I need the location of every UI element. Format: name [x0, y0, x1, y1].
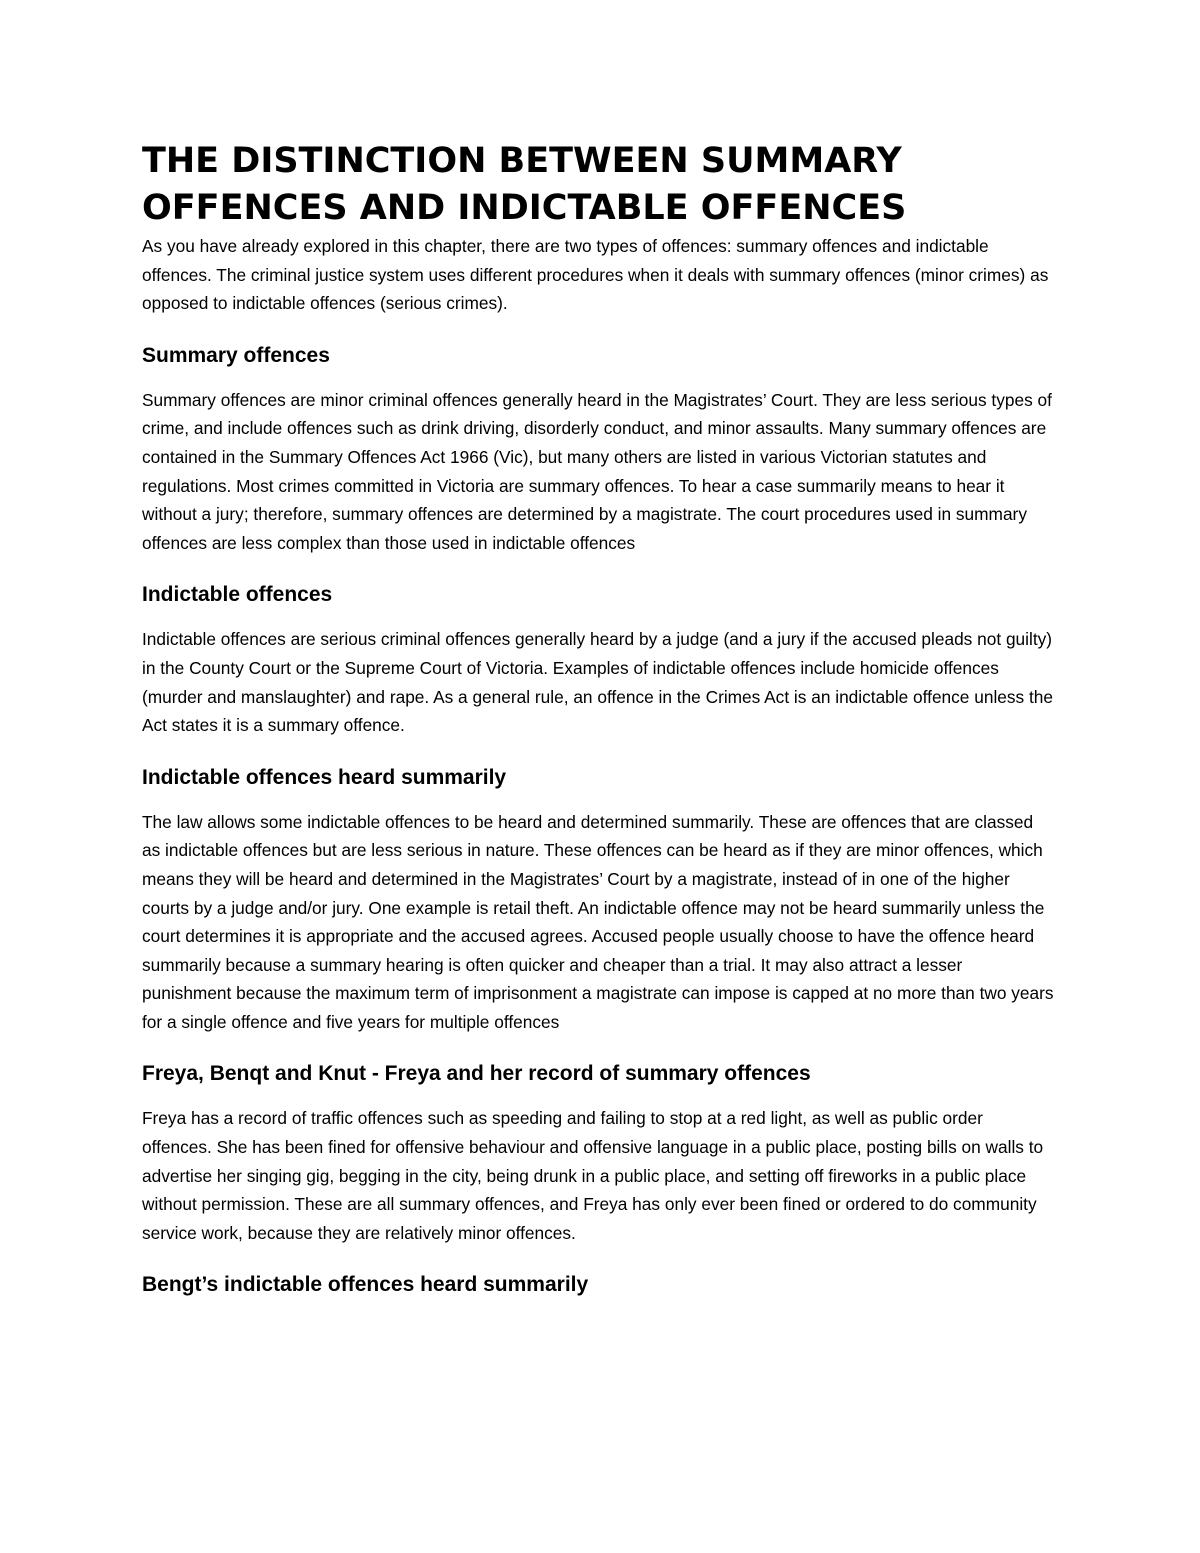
section-paragraph: Freya has a record of traffic offences such as speeding and failing to stop at a red light, as well as public order offences. She has been fined for offensive behaviour and offensive language in a public place, posting bills on walls to advertise her singing gig, begging in the city, being drunk in a public place, and setting off fireworks in a public place without permission. These are all summary offences, and Freya has only ever been fined or ordered to do community service work, because they are relatively minor offences. [142, 1108, 1044, 1243]
section-bengt-indictable [142, 1271, 1054, 1299]
section-indictable-heard-summarily [142, 764, 1054, 1037]
section-summary-offences [142, 342, 1054, 558]
section-heading: Indictable offences heard summarily [142, 765, 507, 789]
section-heading: Freya, Benqt and Knut - Freya and her record of summary offences [142, 1062, 811, 1086]
intro-paragraph: As you have already explored in this chapter, there are two types of offences: summary offences and indictable offences. The criminal justice system uses different procedures when it deals with summary offences (minor crimes) as opposed to indictable offences (serious crimes). [142, 236, 1049, 314]
section-paragraph: Indictable offences are serious criminal offences generally heard by a judge (and a jury if the accused pleads not guilty) in the County Court or the Supreme Court of Victoria. Examples of indictable offences include homicide offences (murder and manslaughter) and rape. As a general rule, an offence in the Crimes Act is an indictable offence unless the Act states it is a summary offence. [142, 629, 1054, 736]
section-paragraph: The law allows some indictable offences to be heard and determined summarily. These are offences that are classed as indictable offences but are less serious in nature. These offences can be heard as if they are minor offences, which means they will be heard and determined in the Magistrates’ Court by a magistrate, instead of in one of the higher courts by a judge and/or jury. One example is retail theft. An indictable offence may not be heard summarily unless the court determines it is appropriate and the accused agrees. Accused people usually choose to have the offence heard summarily because a summary hearing is often quicker and cheaper than a trial. It may also attract a lesser punishment because the maximum term of imprisonment a magistrate can impose is capped at no more than two years for a single offence and five years for multiple offences [142, 811, 1054, 1032]
section-heading: Bengt’s indictable offences heard summarily [142, 1273, 589, 1297]
section-indictable-offences [142, 581, 1054, 739]
section-heading: Indictable offences [142, 583, 333, 607]
document-content [142, 138, 1054, 1299]
section-freya-record [142, 1060, 1054, 1247]
section-heading: Summary offences [142, 343, 330, 367]
section-paragraph: Summary offences are minor criminal offences generally heard in the Magistrates’ Court. They are less serious types of crime, and include offences such as drink driving, disorderly conduct, and minor assaults. Many summary offences are contained in the Summary Offences Act 1966 (Vic), but many others are listed in various Victorian statutes and regulations. Most crimes committed in Victoria are summary offences. To hear a case summarily means to hear it without a jury; therefore, summary offences are determined by a magistrate. The court procedures used in summary offences are less complex than those used in indictable offences [142, 389, 1052, 553]
document-title: THE DISTINCTION BETWEEN SUMMARY OFFENCES AND INDICTABLE OFFENCES [142, 141, 907, 228]
